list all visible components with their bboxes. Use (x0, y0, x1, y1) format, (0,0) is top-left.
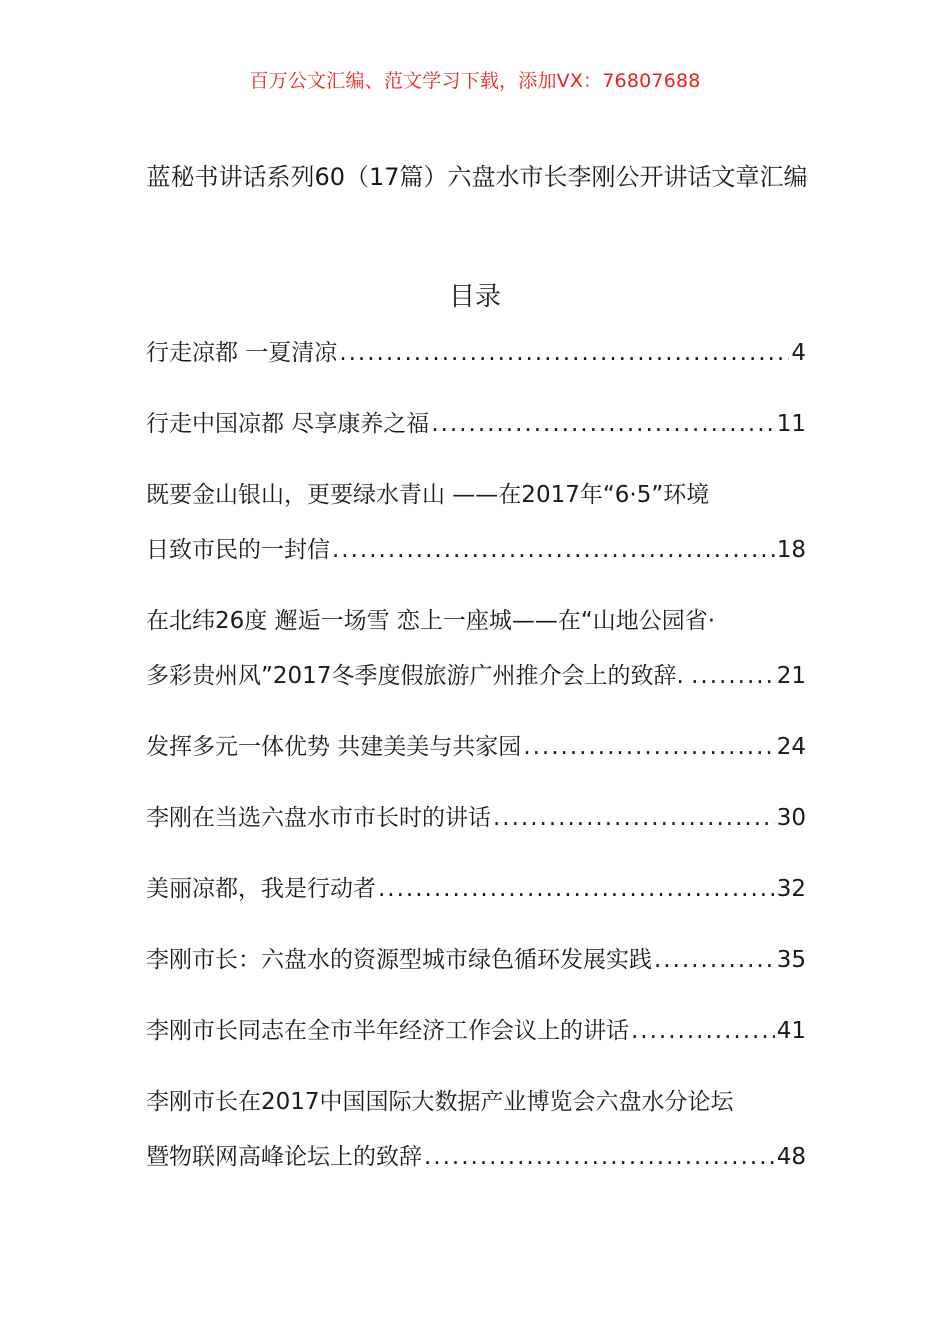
table-of-contents (146, 326, 806, 1201)
toc-entry-title: 美丽凉都，我是行动者 (146, 876, 376, 902)
toc-entry-line (146, 594, 806, 649)
toc-entry-title: 李刚市长：六盘水的资源型城市绿色循环发展实践 (146, 947, 652, 973)
toc-entry[interactable] (146, 862, 806, 917)
toc-entry[interactable] (146, 720, 806, 775)
toc-dot-leader (523, 720, 774, 775)
toc-entry-line (146, 649, 806, 704)
toc-entry[interactable] (146, 594, 806, 704)
toc-dot-leader (378, 862, 775, 917)
toc-dot-leader (332, 523, 775, 578)
toc-entry-line (146, 523, 806, 578)
toc-entry-line (146, 720, 806, 775)
toc-heading: 目录 (448, 282, 501, 312)
toc-entry-title: 在北纬26度 邂逅一场雪 恋上一座城——在“山地公园省· (146, 608, 716, 634)
toc-entry-line (146, 862, 806, 917)
toc-dot-leader (424, 1130, 775, 1185)
toc-page-number: 32 (776, 876, 806, 902)
toc-dot-leader (493, 791, 775, 846)
toc-entry-title: 李刚市长同志在全市半年经济工作会议上的讲话 (146, 1018, 629, 1044)
toc-entry-title: 李刚在当选六盘水市市长时的讲话 (146, 805, 491, 831)
toc-entry-title: 行走凉都 一夏清凉 (146, 340, 338, 366)
toc-page-number: 30 (776, 805, 806, 831)
toc-dot-leader (339, 326, 789, 381)
toc-dot-leader (431, 397, 774, 452)
toc-entry[interactable] (146, 397, 806, 452)
toc-entry-title: 发挥多元一体优势 共建美美与共家园 (146, 734, 522, 760)
toc-entry-line (146, 1075, 806, 1130)
toc-page-number: 24 (776, 734, 806, 760)
toc-entry-line (146, 326, 806, 381)
document-title: 蓝秘书讲话系列60（17篇）六盘水市长李刚公开讲话文章汇编 (146, 163, 808, 191)
toc-entry[interactable] (146, 791, 806, 846)
toc-entry[interactable] (146, 1004, 806, 1059)
toc-dot-leader (631, 1004, 775, 1059)
toc-entry-title: 李刚市长在2017中国国际大数据产业博览会六盘水分论坛 (146, 1089, 734, 1115)
toc-entry-title: 多彩贵州风”2017冬季度假旅游广州推介会上的致辞. . (146, 663, 699, 689)
toc-entry-title: 暨物联网高峰论坛上的致辞 (146, 1144, 422, 1170)
toc-page-number: 41 (776, 1018, 806, 1044)
toc-page-number: 18 (776, 537, 806, 563)
toc-page-number: 11 (776, 411, 806, 437)
toc-dot-leader (654, 933, 775, 988)
toc-page-number: 48 (776, 1144, 806, 1170)
toc-page-number: 4 (791, 340, 806, 366)
toc-entry-title: 既要金山银山，更要绿水青山 ——在2017年“6·5”环境 (146, 482, 710, 508)
toc-entry-line (146, 1004, 806, 1059)
toc-entry[interactable] (146, 1075, 806, 1185)
toc-entry-line (146, 468, 806, 523)
toc-entry-title: 行走中国凉都 尽享康养之福 (146, 411, 430, 437)
toc-entry-line (146, 933, 806, 988)
toc-page-number: 35 (776, 947, 806, 973)
toc-entry[interactable] (146, 468, 806, 578)
toc-entry[interactable] (146, 326, 806, 381)
toc-dot-leader (700, 649, 774, 704)
toc-entry[interactable] (146, 933, 806, 988)
toc-entry-line (146, 1130, 806, 1185)
toc-entry-line (146, 397, 806, 452)
header-watermark-note: 百万公文汇编、范文学习下载，添加VX：76807688 (249, 70, 701, 92)
toc-entry-line (146, 791, 806, 846)
toc-entry-title: 日致市民的一封信 (146, 537, 330, 563)
toc-page-number: 21 (776, 663, 806, 689)
